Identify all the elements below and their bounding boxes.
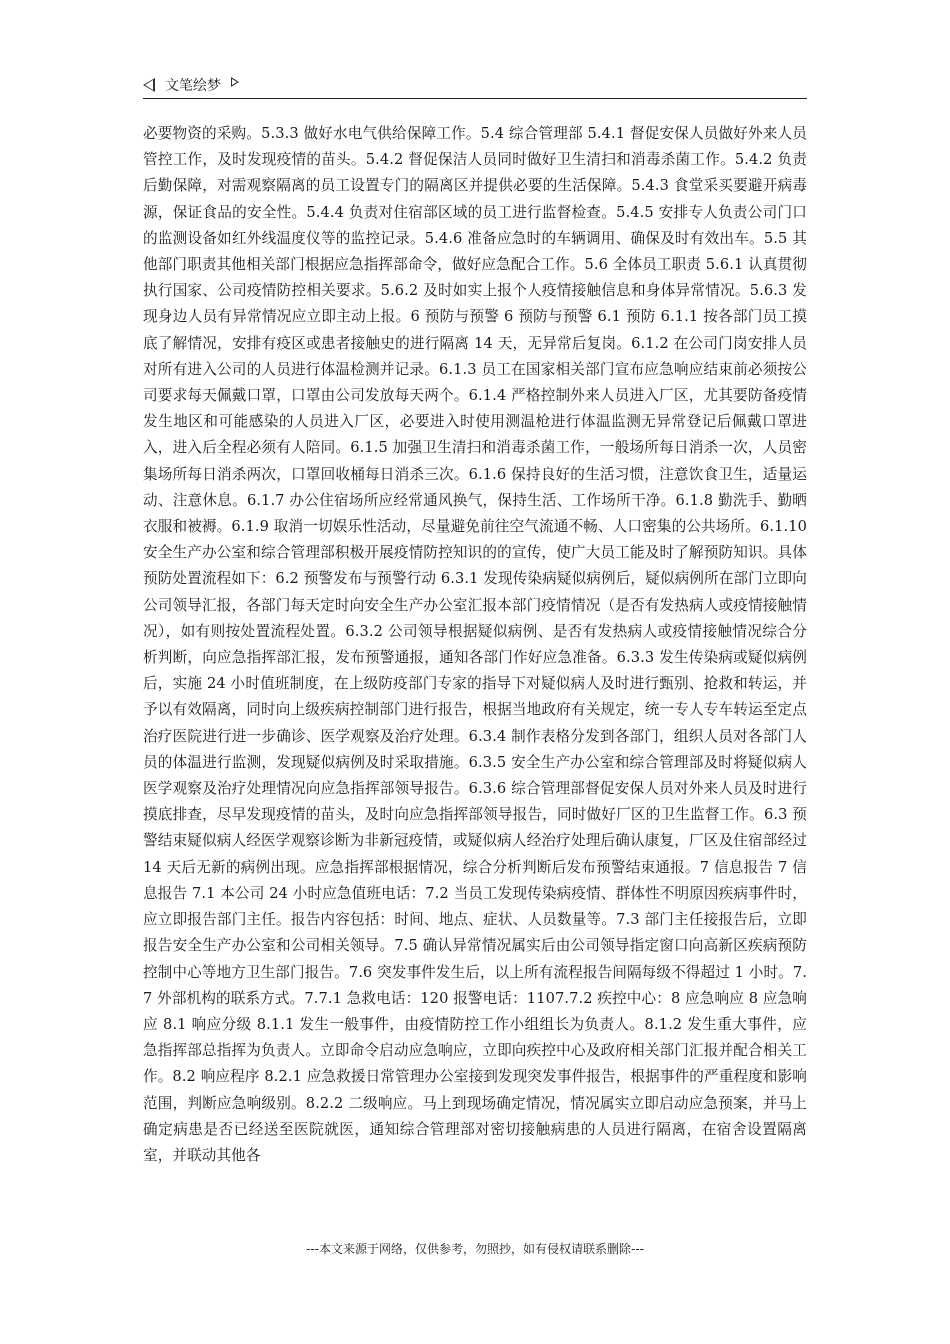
triangle-left-icon <box>143 78 155 92</box>
header-brand: 文笔绘梦 <box>165 78 221 94</box>
page-footer: ---本文来源于网络，仅供参考，勿照抄，如有侵权请联系删除--- <box>306 1242 644 1256</box>
document-body: 必要物资的采购。5.3.3 做好水电气供给保障工作。5.4 综合管理部 5.4.1 督促安保人员做好外来人员管控工作，及时发现疫情的苗头。5.4.2 督促保洁人员同时做好卫生清扫和消毒杀菌工作。5.4.2 负责后勤保障，对需观察隔离的员工设置专门的隔离区并提供必要的生活保障。5.4.3 食堂采买要避开病毒源，保证食品的安全性。5.4.4 负责对住宿部区域的员工进行监督检查。5.4.5 安排专人负责公司门口的监测设备如红外线温度仪等的监控记录。5.4.6 准备应急时的车辆调用、确保及时有效出车。5.5 其他部门职责其他相关部门根据应急指挥部命令，做好应急配合工作。5.6 全体员工职责 5.6.1 认真贯彻执行国家、公司疫情防控相关要求。5.6.2 及时如实上报个人疫情接触信息和身体异常情况。5.6.3 发现身边人员有异常情况应立即主动上报。6 预防与预警 6 预防与预警 6.1 预防 6.1.1 按各部门员工摸底了解情况，安排有疫区或患者接触史的进行隔离 14 天，无异常后复岗。6.1.2 在公司门岗安排人员对所有进入公司的人员进行体温检测并记录。6.1.3 员工在国家相关部门宣布应急响应结束前必须按公司要求每天佩戴口罩，口罩由公司发放每天两个。6.1.4 严格控制外来人员进入厂区，尤其要防备疫情发生地区和可能感染的人员进入厂区，必要进入时使用测温枪进行体温监测无异常登记后佩戴口罩进入，进入后全程必须有人陪同。6.1.5 加强卫生清扫和消毒杀菌工作，一般场所每日消杀一次，人员密集场所每日消杀两次，口罩回收桶每日消杀三次。6.1.6 保持良好的生活习惯，注意饮食卫生，适量运动、注意休息。6.1.7 办公住宿场所应经常通风换气，保持生活、工作场所干净。6.1.8 勤洗手、勤晒衣服和被褥。6.1.9 取消一切娱乐性活动，尽量避免前往空气流通不畅、人口密集的公共场所。6.1.10 安全生产办公室和综合管理部积极开展疫情防控知识的的宣传，使广大员工能及时了解预防知识。具体预防处置流程如下：6.2 预警发布与预警行动 6.3.1 发现传染病疑似病例后，疑似病例所在部门立即向公司领导汇报，各部门每天定时向安全生产办公室汇报本部门疫情情况（是否有发热病人或疫情接触情况），如有则按处置流程处置。6.3.2 公司领导根据疑似病例、是否有发热病人或疫情接触情况综合分析判断，向应急指挥部汇报，发布预警通报，通知各部门作好应急准备。6.3.3 发生传染病或疑似病例后，实施 24 小时值班制度，在上级防疫部门专家的指导下对疑似病人及时进行甄别、抢救和转运，并予以有效隔离，同时向上级疾病控制部门进行报告，根据当地政府有关规定，统一专人专车转运至定点治疗医院进行进一步确诊、医学观察及治疗处理。6.3.4 制作表格分发到各部门，组织人员对各部门人员的体温进行监测，发现疑似病例及时采取措施。6.3.5 安全生产办公室和综合管理部及时将疑似病人医学观察及治疗处理情况向应急指挥部领导报告。6.3.6 综合管理部督促安保人员对外来人员及时进行摸底排查，尽早发现疫情的苗头，及时向应急指挥部领导报告，同时做好厂区的卫生监督工作。6.3 预警结束疑似病人经医学观察诊断为非新冠疫情，或疑似病人经治疗处理后确认康复，厂区及住宿部经过 14 天后无新的病例出现。应急指挥部根据情况，综合分析判断后发布预警结束通报。7 信息报告 7 信息报告 7.1 本公司 24 小时应急值班电话：7.2 当员工发现传染病疫情、群体性不明原因疾病事件时，应立即报告部门主任。报告内容包括：时间、地点、症状、人员数量等。7.3 部门主任接报告后，立即报告安全生产办公室和公司相关领导。7.5 确认异常情况属实后由公司领导指定窗口向高新区疾病预防控制中心等地方卫生部门报告。7.6 突发事件发生后，以上所有流程报告间隔每级不得超过 1 小时。7.7 外部机构的联系方式。7.7.1 急救电话：120 报警电话：1107.7.2 疾控中心：8 应急响应 8 应急响应 8.1 响应分级 8.1.1 发生一般事件，由疫情防控工作小组组长为负责人。8.1.2 发生重大事件，应急指挥部总指挥为负责人。立即命令启动应急响应，立即向疾控中心及政府相关部门汇报并配合相关工作。8.2 响应程序 8.2.1 应急救援日常管理办公室接到发现突发事件报告，根据事件的严重程度和影响范围，判断应急响级别。8.2.2 二级响应。马上到现场确定情况，情况属实立即启动应急预案，并马上确定病患是否已经送至医院就医，通知综合管理部对密切接触病患的人员进行隔离，在宿舍设置隔离室，并联动其他各 <box>143 125 807 1164</box>
triangle-right-icon <box>231 77 239 87</box>
page-header <box>143 72 807 99</box>
